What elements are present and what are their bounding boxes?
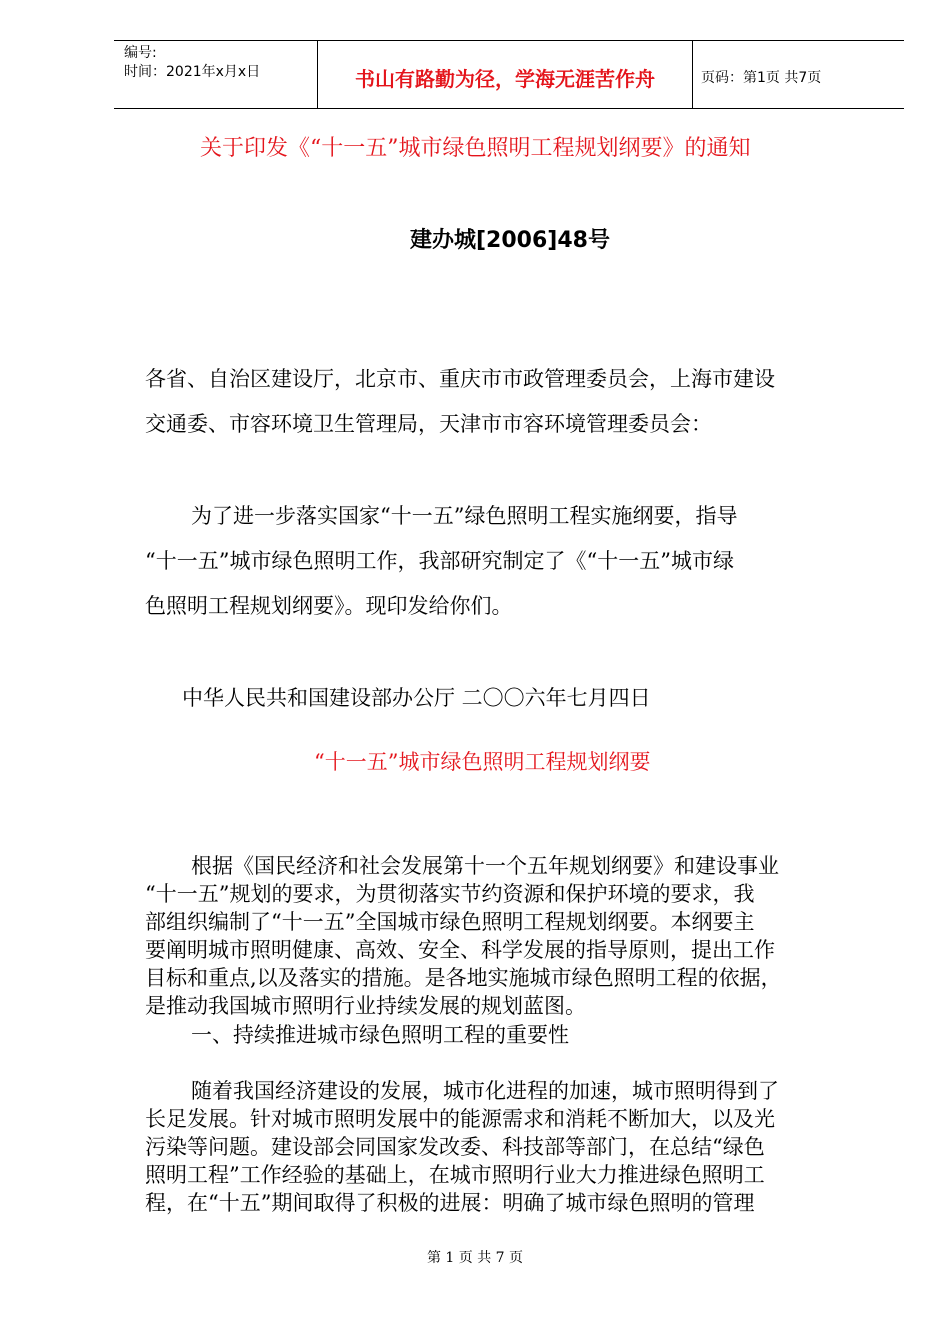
paragraph-line: 长足发展。针对城市照明发展中的能源需求和消耗不断加大，以及光 xyxy=(145,1107,775,1131)
paragraph-line: 随着我国经济建设的发展，城市化进程的加速，城市照明得到了 xyxy=(191,1079,779,1103)
paragraph-line: 要阐明城市照明健康、高效、安全、科学发展的指导原则，提出工作 xyxy=(145,938,775,962)
time-label: 时间：2021年x月x日 xyxy=(124,64,261,80)
paragraph-line: 程，在“十五”期间取得了积极的进展：明确了城市绿色照明的管理 xyxy=(145,1191,755,1215)
document-number: 建办城[2006]48号 xyxy=(410,228,610,253)
paragraph-line: 污染等问题。建设部会同国家发改委、科技部等部门，在总结“绿色 xyxy=(145,1135,765,1159)
header-meta-cell xyxy=(114,41,318,108)
recipients-line: 交通委、市容环境卫生管理局，天津市市容环境管理委员会： xyxy=(145,412,712,436)
motto: 书山有路勤为径，学海无涯苦作舟 xyxy=(355,67,655,91)
intro-line: “十一五”城市绿色照明工作，我部研究制定了《“十一五”城市绿 xyxy=(145,549,734,573)
signature: 中华人民共和国建设部办公厅 二〇〇六年七月四日 xyxy=(182,686,651,710)
paragraph-line: 照明工程”工作经验的基础上，在城市照明行业大力推进绿色照明工 xyxy=(145,1163,765,1187)
number-label: 编号: xyxy=(124,45,157,61)
paragraph-line: 根据《国民经济和社会发展第十一个五年规划纲要》和建设事业 xyxy=(191,854,779,878)
paragraph-line: 目标和重点,以及落实的措施。是各地实施城市绿色照明工程的依据， xyxy=(145,966,782,990)
paragraph-line: 部组织编制了“十一五”全国城市绿色照明工程规划纲要。本纲要主 xyxy=(145,910,755,934)
section-heading: 一、持续推进城市绿色照明工程的重要性 xyxy=(191,1023,569,1047)
paragraph-line: “十一五”规划的要求，为贯彻落实节约资源和保护环境的要求，我 xyxy=(145,882,755,906)
intro-line: 色照明工程规划纲要》。现印发给你们。 xyxy=(145,594,513,618)
document-title: 关于印发《“十一五”城市绿色照明工程规划纲要》的通知 xyxy=(200,136,751,161)
intro-line: 为了进一步落实国家“十一五”绿色照明工程实施纲要，指导 xyxy=(191,504,738,528)
header-page-info: 页码：第1页 共7页 xyxy=(701,70,822,86)
paragraph-line: 是推动我国城市照明行业持续发展的规划蓝图。 xyxy=(145,994,586,1018)
recipients-line: 各省、自治区建设厅，北京市、重庆市市政管理委员会，上海市建设 xyxy=(145,367,775,391)
document-header xyxy=(114,40,904,109)
header-motto-cell xyxy=(318,41,693,108)
header-page-cell xyxy=(693,41,904,108)
subtitle: “十一五”城市绿色照明工程规划纲要 xyxy=(314,750,651,774)
footer-page-info: 第 1 页 共 7 页 xyxy=(426,1250,524,1266)
